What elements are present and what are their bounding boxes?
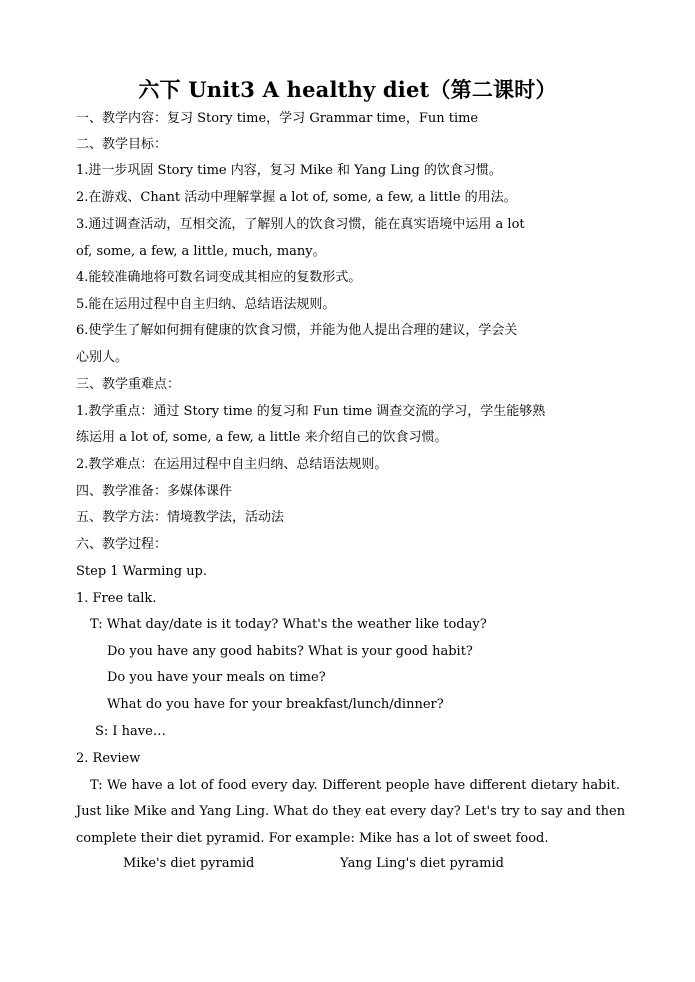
dialogue-line: T: What day/date is it today? What's the weather like today? <box>90 617 487 632</box>
goal-line: of, some, a few, a little, much, many。 <box>76 244 326 259</box>
goals-heading: 二、教学目标： <box>76 137 168 152</box>
goal-line: 3.通过调查活动，互相交流，了解别人的饮食习惯，能在真实语境中运用 a lot <box>76 217 525 232</box>
goal-line: 心别人。 <box>76 350 129 365</box>
key-point-line: 练运用 a lot of, some, a few, a little 来介绍自己的饮食习惯。 <box>76 430 448 445</box>
dialogue-line: Do you have your meals on time? <box>107 670 326 685</box>
step-title: Step 1 Warming up. <box>76 564 208 579</box>
goal-line: 1.进一步巩固 Story time 内容，复习 Mike 和 Yang Ling 的饮食习惯。 <box>76 163 502 178</box>
process-heading: 六、教学过程： <box>76 537 168 552</box>
sub-step-title: 2. Review <box>76 751 141 766</box>
yang-pyramid-caption: Yang Ling's diet pyramid <box>340 856 504 871</box>
mike-pyramid-caption: Mike's diet pyramid <box>123 856 255 871</box>
page-title: 六下 Unit3 A healthy diet（第二课时） <box>138 77 557 102</box>
dialogue-line: S: I have… <box>95 724 166 739</box>
key-points-heading: 三、教学重难点： <box>76 377 181 392</box>
dialogue-line: Do you have any good habits? What is your good habit? <box>107 644 473 659</box>
goal-line: 5.能在运用过程中自主归纳、总结语法规则。 <box>76 297 336 312</box>
review-line: complete their diet pyramid. For example: Mike has a lot of sweet food. <box>76 831 549 846</box>
key-point-line: 2.教学难点：在运用过程中自主归纳、总结语法规则。 <box>76 457 388 472</box>
review-line: T: We have a lot of food every day. Different people have different dietary habit. <box>90 778 620 793</box>
dialogue-line: What do you have for your breakfast/lunch/dinner? <box>107 697 444 712</box>
teaching-method: 五、教学方法：情境教学法，活动法 <box>76 510 285 525</box>
goal-line: 6.使学生了解如何拥有健康的饮食习惯，并能为他人提出合理的建议，学会关 <box>76 323 518 338</box>
teaching-content: 一、教学内容：复习 Story time，学习 Grammar time，Fun time <box>76 111 479 126</box>
review-line: Just like Mike and Yang Ling. What do they eat every day? Let's try to say and then <box>76 804 626 819</box>
goal-line: 2.在游戏、Chant 活动中理解掌握 a lot of, some, a few, a little 的用法。 <box>76 190 517 205</box>
sub-step-title: 1. Free talk. <box>76 591 157 606</box>
teaching-prep: 四、教学准备：多媒体课件 <box>76 484 233 499</box>
key-point-line: 1.教学重点：通过 Story time 的复习和 Fun time 调查交流的学习，学生能够熟 <box>76 404 546 419</box>
goal-line: 4.能较准确地将可数名词变成其相应的复数形式。 <box>76 270 362 285</box>
